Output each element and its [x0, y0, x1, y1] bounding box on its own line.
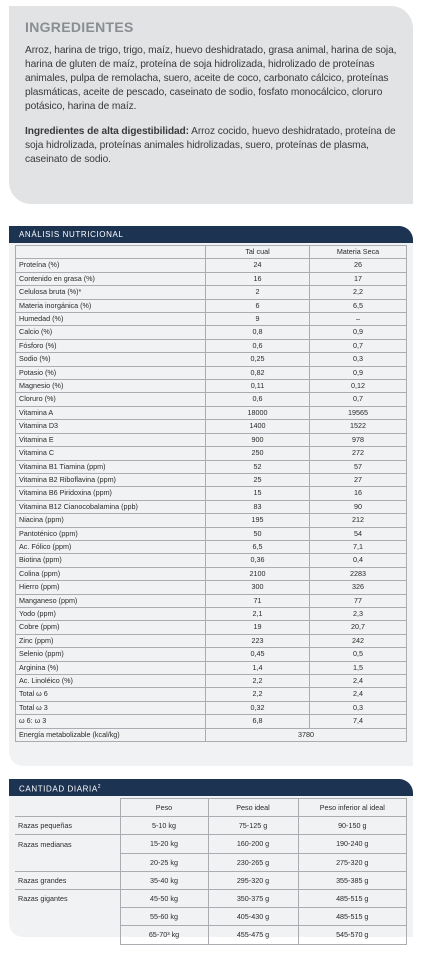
- ration-underweight: 275-320 g: [298, 853, 407, 871]
- value-as-fed: 1400: [206, 420, 310, 433]
- value-dry-matter: 978: [310, 433, 407, 446]
- breed-size: [15, 908, 120, 926]
- nutrient-name: Vitamina B12 Cianocobalamina (ppb): [16, 500, 206, 513]
- nutrient-name: Celulosa bruta (%)*: [16, 286, 206, 299]
- value-dry-matter: –: [310, 313, 407, 326]
- nutrient-name: Vitamina A: [16, 406, 206, 419]
- value-as-fed: 18000: [206, 406, 310, 419]
- ration-underweight: 90-150 g: [298, 817, 407, 835]
- high-digest-text: [25, 125, 403, 167]
- table-row: [16, 675, 407, 688]
- value-dry-matter: 54: [310, 527, 407, 540]
- table-row: [16, 460, 407, 473]
- ration-ideal: 455-475 g: [208, 926, 298, 944]
- daily-header: Peso inferior al ideal: [298, 799, 407, 817]
- value-dry-matter: 0,9: [310, 326, 407, 339]
- energy-value: 3780: [206, 728, 407, 741]
- table-row: [16, 380, 407, 393]
- value-as-fed: 2,1: [206, 607, 310, 620]
- ration-ideal: 75-125 g: [208, 817, 298, 835]
- value-dry-matter: 0,7: [310, 393, 407, 406]
- breed-size: Razas grandes: [15, 871, 120, 889]
- table-row: [16, 621, 407, 634]
- weight: 65-70³ kg: [120, 926, 208, 944]
- value-dry-matter: 0,5: [310, 648, 407, 661]
- energy-row: [16, 728, 407, 741]
- breed-size: [15, 853, 120, 871]
- nutrient-name: Pantoténico (ppm): [16, 527, 206, 540]
- value-dry-matter: 0,7: [310, 339, 407, 352]
- value-as-fed: 19: [206, 621, 310, 634]
- nutrition-header: [16, 246, 206, 259]
- table-row: [16, 500, 407, 513]
- value-dry-matter: 20,7: [310, 621, 407, 634]
- value-dry-matter: 2,4: [310, 688, 407, 701]
- table-row: [16, 299, 407, 312]
- value-as-fed: 15: [206, 487, 310, 500]
- value-dry-matter: 2,2: [310, 286, 407, 299]
- nutrient-name: Cloruro (%): [16, 393, 206, 406]
- value-as-fed: 1,4: [206, 661, 310, 674]
- value-as-fed: 900: [206, 433, 310, 446]
- weight: 35-40 kg: [120, 871, 208, 889]
- nutrient-name: Manganeso (ppm): [16, 594, 206, 607]
- table-row: [16, 353, 407, 366]
- table-row: [16, 447, 407, 460]
- value-dry-matter: 27: [310, 473, 407, 486]
- table-row: [16, 661, 407, 674]
- nutrition-header: Materia Seca: [310, 246, 407, 259]
- table-row: [16, 326, 407, 339]
- daily-title-sup: 2: [97, 784, 102, 790]
- nutrient-name: Total ω 6: [16, 688, 206, 701]
- value-as-fed: 223: [206, 634, 310, 647]
- breed-size: [15, 926, 120, 944]
- ingredients-title: INGREDIENTES: [25, 19, 134, 35]
- breed-size: Razas medianas: [15, 835, 120, 853]
- value-as-fed: 0,36: [206, 554, 310, 567]
- value-as-fed: 24: [206, 259, 310, 272]
- table-row: [15, 890, 407, 908]
- value-dry-matter: 242: [310, 634, 407, 647]
- nutrient-name: Biotina (ppm): [16, 554, 206, 567]
- nutrient-name: Materia inorgánica (%): [16, 299, 206, 312]
- nutrient-name: Total ω 3: [16, 701, 206, 714]
- nutrient-name: Humedad (%): [16, 313, 206, 326]
- value-dry-matter: 326: [310, 581, 407, 594]
- nutrient-name: Ac. Linoléico (%): [16, 675, 206, 688]
- nutrient-name: Selenio (ppm): [16, 648, 206, 661]
- nutrient-name: Arginina (%): [16, 661, 206, 674]
- table-row: [16, 540, 407, 553]
- ration-underweight: 355-385 g: [298, 871, 407, 889]
- value-as-fed: 9: [206, 313, 310, 326]
- ingredients-text: Arroz, harina de trigo, trigo, maíz, huevo deshidratado, grasa animal, harina de soja, harina de gluten de maíz, proteína de soja hidrolizada, hidrolizado de proteínas animales, pulpa de remolacha, suero, aceite de coco, carbonato cálcico, proteínas plasmáticas, aceite de pescado, caseinato de sodio, fosfato monocálcico, cloruro potásico, harina de maíz.: [25, 45, 397, 112]
- weight: 5-10 kg: [120, 817, 208, 835]
- value-as-fed: 83: [206, 500, 310, 513]
- table-row: [16, 594, 407, 607]
- nutrition-header-row: [16, 246, 407, 259]
- value-dry-matter: 7,1: [310, 540, 407, 553]
- value-as-fed: 0,6: [206, 393, 310, 406]
- nutrient-name: Ac. Fólico (ppm): [16, 540, 206, 553]
- table-row: [16, 286, 407, 299]
- ingredients-panel: [9, 6, 413, 204]
- weight: 45-50 kg: [120, 890, 208, 908]
- table-row: [15, 871, 407, 889]
- table-row: [15, 853, 407, 871]
- ration-ideal: 405-430 g: [208, 908, 298, 926]
- table-row: [16, 473, 407, 486]
- nutrient-name: Vitamina C: [16, 447, 206, 460]
- ration-ideal: 350-375 g: [208, 890, 298, 908]
- table-row: [16, 272, 407, 285]
- table-row: [16, 406, 407, 419]
- daily-panel: [9, 779, 413, 940]
- value-as-fed: 71: [206, 594, 310, 607]
- value-dry-matter: 26: [310, 259, 407, 272]
- value-as-fed: 2100: [206, 567, 310, 580]
- value-as-fed: 0,25: [206, 353, 310, 366]
- table-row: [16, 688, 407, 701]
- value-dry-matter: 19565: [310, 406, 407, 419]
- table-row: [16, 567, 407, 580]
- table-row: [16, 527, 407, 540]
- nutrient-name: Sodio (%): [16, 353, 206, 366]
- table-row: [15, 908, 407, 926]
- value-dry-matter: 0,9: [310, 366, 407, 379]
- value-as-fed: 0,8: [206, 326, 310, 339]
- table-row: [16, 339, 407, 352]
- value-dry-matter: 0,3: [310, 353, 407, 366]
- value-dry-matter: 16: [310, 487, 407, 500]
- value-as-fed: 0,11: [206, 380, 310, 393]
- high-digest-label: Ingredientes de alta digestibilidad:: [25, 126, 189, 137]
- table-row: [16, 715, 407, 728]
- daily-header-row: [15, 799, 407, 817]
- table-row: [16, 393, 407, 406]
- nutrient-name: Yodo (ppm): [16, 607, 206, 620]
- value-as-fed: 0,45: [206, 648, 310, 661]
- breed-size: Razas pequeñas: [15, 817, 120, 835]
- value-as-fed: 2,2: [206, 688, 310, 701]
- nutrient-name: Vitamina D3: [16, 420, 206, 433]
- daily-title: [9, 779, 413, 796]
- table-row: [15, 817, 407, 835]
- value-dry-matter: 0,4: [310, 554, 407, 567]
- nutrient-name: Proteína (%): [16, 259, 206, 272]
- daily-header: [15, 799, 120, 817]
- nutrient-name: Vitamina B1 Tiamina (ppm): [16, 460, 206, 473]
- table-row: [16, 366, 407, 379]
- ration-underweight: 485-515 g: [298, 890, 407, 908]
- value-dry-matter: 6,5: [310, 299, 407, 312]
- value-dry-matter: 7,4: [310, 715, 407, 728]
- nutrient-name: Contenido en grasa (%): [16, 272, 206, 285]
- value-as-fed: 2: [206, 286, 310, 299]
- table-row: [16, 420, 407, 433]
- value-as-fed: 0,6: [206, 339, 310, 352]
- value-as-fed: 6,8: [206, 715, 310, 728]
- value-as-fed: 195: [206, 514, 310, 527]
- table-row: [16, 701, 407, 714]
- value-dry-matter: 212: [310, 514, 407, 527]
- nutrition-header: Tal cual: [206, 246, 310, 259]
- value-dry-matter: 0,3: [310, 701, 407, 714]
- value-dry-matter: 57: [310, 460, 407, 473]
- ration-ideal: 230-265 g: [208, 853, 298, 871]
- nutrient-name: Cobre (ppm): [16, 621, 206, 634]
- value-as-fed: 2,2: [206, 675, 310, 688]
- nutrition-body: [16, 259, 407, 742]
- nutrient-name: Zinc (ppm): [16, 634, 206, 647]
- nutrient-name: Hierro (ppm): [16, 581, 206, 594]
- value-dry-matter: 0,12: [310, 380, 407, 393]
- table-row: [16, 581, 407, 594]
- value-as-fed: 0,82: [206, 366, 310, 379]
- weight: 55-60 kg: [120, 908, 208, 926]
- table-row: [16, 607, 407, 620]
- value-as-fed: 6: [206, 299, 310, 312]
- table-row: [15, 835, 407, 853]
- nutrition-title: ANÁLISIS NUTRICIONAL: [9, 226, 413, 243]
- nutrient-name: Vitamina B6 Piridoxina (ppm): [16, 487, 206, 500]
- value-as-fed: 250: [206, 447, 310, 460]
- daily-header: Peso: [120, 799, 208, 817]
- nutrition-table: [15, 245, 407, 742]
- value-as-fed: 6,5: [206, 540, 310, 553]
- nutrient-name: Vitamina B2 Riboflavina (ppm): [16, 473, 206, 486]
- table-row: [16, 514, 407, 527]
- daily-header: Peso ideal: [208, 799, 298, 817]
- value-dry-matter: 272: [310, 447, 407, 460]
- nutrient-name: Fósforo (%): [16, 339, 206, 352]
- nutrient-name: Niacina (ppm): [16, 514, 206, 527]
- nutrient-name: Vitamina E: [16, 433, 206, 446]
- value-as-fed: 300: [206, 581, 310, 594]
- value-as-fed: 52: [206, 460, 310, 473]
- value-dry-matter: 2283: [310, 567, 407, 580]
- table-row: [16, 554, 407, 567]
- daily-body: [15, 817, 407, 944]
- value-as-fed: 50: [206, 527, 310, 540]
- nutrient-name: Potasio (%): [16, 366, 206, 379]
- value-as-fed: 16: [206, 272, 310, 285]
- ration-ideal: 160-200 g: [208, 835, 298, 853]
- table-row: [16, 487, 407, 500]
- table-row: [16, 433, 407, 446]
- table-row: [16, 259, 407, 272]
- table-row: [15, 926, 407, 944]
- table-row: [16, 313, 407, 326]
- nutrition-panel: [9, 226, 413, 766]
- daily-title-text: CANTIDAD DIARIA: [19, 784, 98, 794]
- high-digest-list: Arroz cocido, huevo deshidratado, proteína de soja hidrolizada, proteínas animales hidrolizadas, suero, proteínas de plasma, caseinato de sodio.: [25, 126, 396, 165]
- weight: 20-25 kg: [120, 853, 208, 871]
- nutrient-name: Calcio (%): [16, 326, 206, 339]
- value-dry-matter: 1522: [310, 420, 407, 433]
- value-dry-matter: 2,4: [310, 675, 407, 688]
- table-row: [16, 648, 407, 661]
- daily-table: [15, 798, 407, 945]
- ration-underweight: 545-570 g: [298, 926, 407, 944]
- value-dry-matter: 17: [310, 272, 407, 285]
- energy-label: Energía metabolizable (kcal/kg): [16, 728, 206, 741]
- weight: 15-20 kg: [120, 835, 208, 853]
- ration-ideal: 295-320 g: [208, 871, 298, 889]
- table-row: [16, 634, 407, 647]
- value-dry-matter: 77: [310, 594, 407, 607]
- value-dry-matter: 90: [310, 500, 407, 513]
- nutrient-name: Colina (ppm): [16, 567, 206, 580]
- value-as-fed: 25: [206, 473, 310, 486]
- breed-size: Razas gigantes: [15, 890, 120, 908]
- ration-underweight: 485-515 g: [298, 908, 407, 926]
- nutrient-name: Magnesio (%): [16, 380, 206, 393]
- value-as-fed: 0,32: [206, 701, 310, 714]
- ration-underweight: 190-240 g: [298, 835, 407, 853]
- value-dry-matter: 2,3: [310, 607, 407, 620]
- value-dry-matter: 1,5: [310, 661, 407, 674]
- nutrient-name: ω 6: ω 3: [16, 715, 206, 728]
